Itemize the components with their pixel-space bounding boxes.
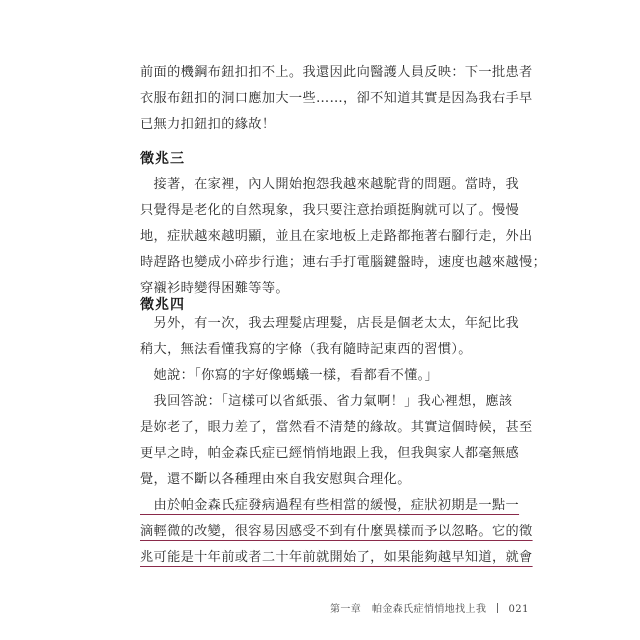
footer-divider <box>497 603 498 613</box>
text-line: 接著，在家裡，內人開始抱怨我越來越駝背的問題。當時，我 <box>140 177 520 192</box>
underlined-text-line: 兆可能是十年前或者二十年前就開始了，如果能夠越早知道，就會 <box>140 550 533 565</box>
page-number: 021 <box>508 604 529 615</box>
intro-paragraph <box>140 60 533 138</box>
underlined-text-line: 由於帕金森氏症發病過程有些相當的緩慢，症狀初期是一點一 <box>140 498 520 513</box>
text-line: 地，症狀越來越明顯，並且在家地板上走路都拖著右腳行走，外出 <box>140 229 533 244</box>
text-line: 是妳老了，眼力差了，當然看不清楚的緣故。其實這個時候，甚至 <box>140 420 533 435</box>
text-line: 另外，有一次，我去理髮店理髮，店長是個老太太，年紀比我 <box>140 316 520 331</box>
footer-chapter: 第一章 <box>330 604 362 615</box>
section3-heading: 徵兆三 <box>140 151 185 167</box>
underlined-text-line: 滴輕微的改變，很容易因感受不到有什麼異樣而予以忽略。它的徵 <box>140 524 533 539</box>
text-line: 更早之時，帕金森氏症已經悄悄地跟上我，但我與家人都毫無感 <box>140 446 520 461</box>
section3-paragraph <box>140 172 547 302</box>
section4-heading: 徵兆四 <box>140 297 185 313</box>
text-line: 覺，還不斷以各種理由來自我安慰與合理化。 <box>140 472 411 487</box>
page-footer <box>330 600 529 615</box>
section4-paragraph <box>140 311 533 493</box>
text-line: 稍大，無法看懂我寫的字條（我有隨時記東西的習慣）。 <box>140 342 472 357</box>
text-line: 前面的機鋼布鈕扣扣不上。我還因此向醫護人員反映：下一批患者 <box>140 65 533 80</box>
text-line: 時趕路也變成小碎步行進；連右手打電腦鍵盤時，速度也越來越慢； <box>140 255 547 270</box>
text-line: 穿襯衫時變得困難等等。 <box>140 281 289 296</box>
text-line: 她說：「你寫的字好像螞蟻一樣，看都看不懂。」 <box>140 368 439 383</box>
closing-paragraph <box>140 493 533 571</box>
text-line: 我回答說：「這樣可以省紙張、省力氣啊！」我心裡想，應該 <box>140 394 513 409</box>
footer-title: 帕金森氏症悄悄地找上我 <box>371 604 487 615</box>
text-line: 只覺得是老化的自然現象，我只要注意抬頭挺胸就可以了。慢慢 <box>140 203 520 218</box>
text-line: 已無力扣鈕扣的緣故！ <box>140 117 276 132</box>
text-line: 衣服布鈕扣的洞口應加大一些……，卻不知道其實是因為我右手早 <box>140 91 533 106</box>
